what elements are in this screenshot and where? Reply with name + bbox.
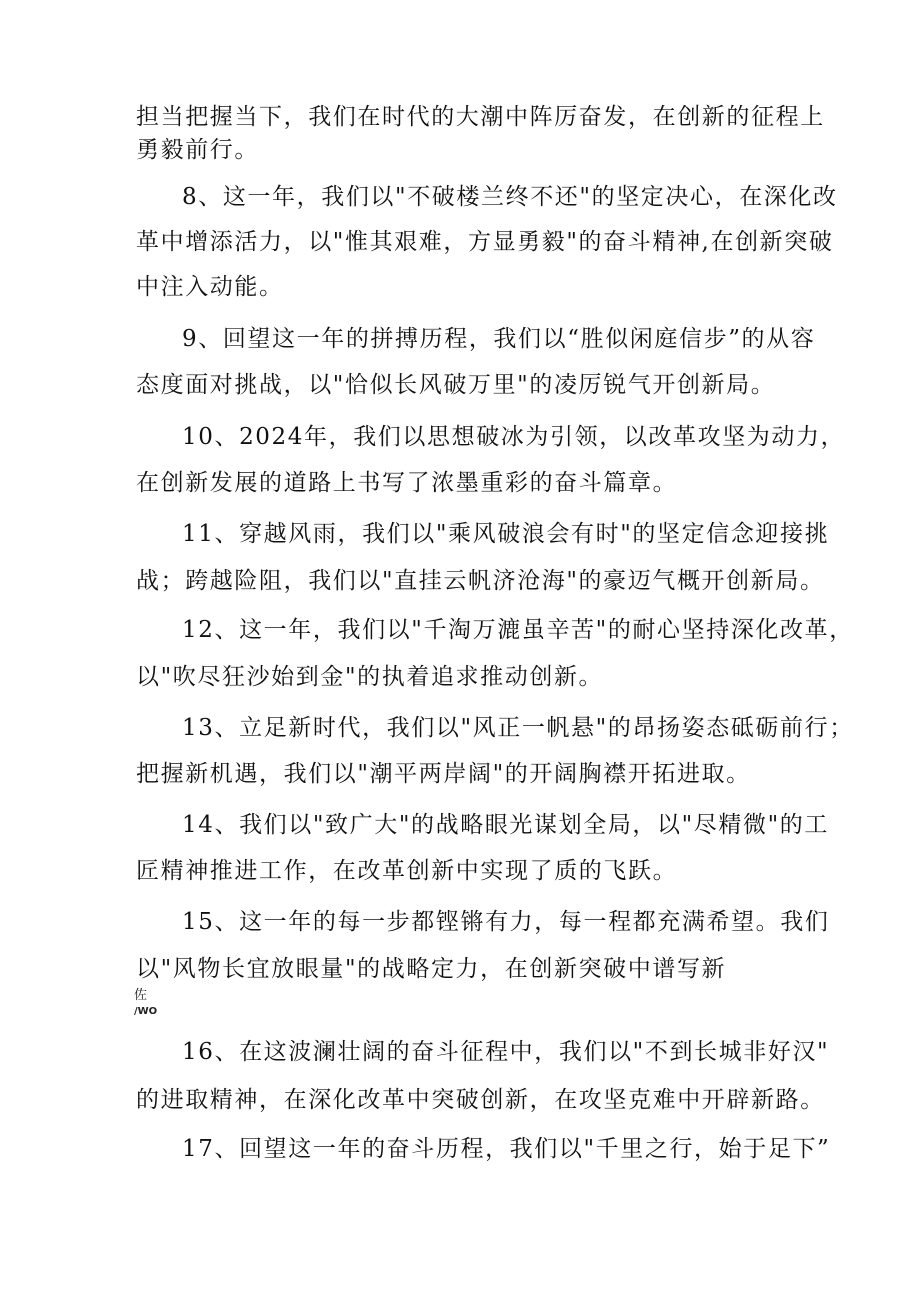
paragraph-14-line: 14、我们以"致广大"的战略眼光谋划全局，以"尽精微"的工 bbox=[182, 812, 829, 838]
paragraph-9-line: 9、回望这一年的拼搏历程，我们以“胜似闲庭信步”的从容 bbox=[182, 326, 816, 352]
scan-artifact-text: 佐 bbox=[134, 988, 148, 1003]
paragraph-15-line: 15、这一年的每一步都铿锵有力，每一程都充满希望。我们 bbox=[182, 909, 830, 935]
text-line: 态度面对挑战，以"恰似长风破万里"的凌厉锐气开创新局。 bbox=[136, 372, 776, 398]
paragraph-17-line: 17、回望这一年的奋斗历程，我们以"千里之行，始于足下” bbox=[182, 1136, 831, 1162]
paragraph-12-line: 12、这一年，我们以"千淘万漉虽辛苦"的耐心坚持深化改革， bbox=[182, 617, 854, 643]
paragraph-13-line: 13、立足新时代，我们以"风正一帆悬"的昂扬姿态砥砺前行； bbox=[182, 715, 854, 741]
paragraph-10-line: 10、2024年，我们以思想破冰为引领，以改革攻坚为动力， bbox=[182, 424, 846, 450]
paragraph-8-line: 8、这一年，我们以"不破楼兰终不还"的坚定决心，在深化改 bbox=[182, 184, 838, 210]
paragraph-11-line: 11、穿越风雨，我们以"乘风破浪会有时"的坚定信念迎接挑 bbox=[182, 521, 830, 547]
text-line: 匠精神推进工作，在改革创新中实现了质的飞跃。 bbox=[136, 858, 678, 884]
scan-artifact-text: /WO bbox=[134, 1006, 158, 1017]
text-line: 在创新发展的道路上书写了浓墨重彩的奋斗篇章。 bbox=[136, 470, 678, 496]
text-line: 以"风物长宜放眼量"的战略定力，在创新突破中谱写新 bbox=[136, 956, 727, 982]
text-line: 革中增添活力，以"惟其艰难，方显勇毅"的奋斗精神,在创新突破 bbox=[136, 229, 834, 255]
paragraph-16-line: 16、在这波澜壮阔的奋斗征程中，我们以"不到长城非好汉" bbox=[182, 1039, 830, 1065]
text-line: 的进取精神，在深化改革中突破创新，在攻坚克难中开辟新路。 bbox=[136, 1087, 825, 1113]
text-line: 中注入动能。 bbox=[136, 274, 284, 300]
text-line: 以"吹尽狂沙始到金"的执着追求推动创新。 bbox=[136, 664, 604, 690]
text-line: 战；跨越险阻，我们以"直挂云帆济沧海"的豪迈气概开创新局。 bbox=[136, 568, 825, 594]
text-line: 把握新机遇，我们以"潮平两岸阔"的开阔胸襟开拓进取。 bbox=[136, 761, 751, 787]
text-line: 担当把握当下，我们在时代的大潮中阵厉奋发，在创新的征程上 bbox=[136, 104, 825, 130]
text-line: 勇毅前行。 bbox=[136, 137, 259, 163]
